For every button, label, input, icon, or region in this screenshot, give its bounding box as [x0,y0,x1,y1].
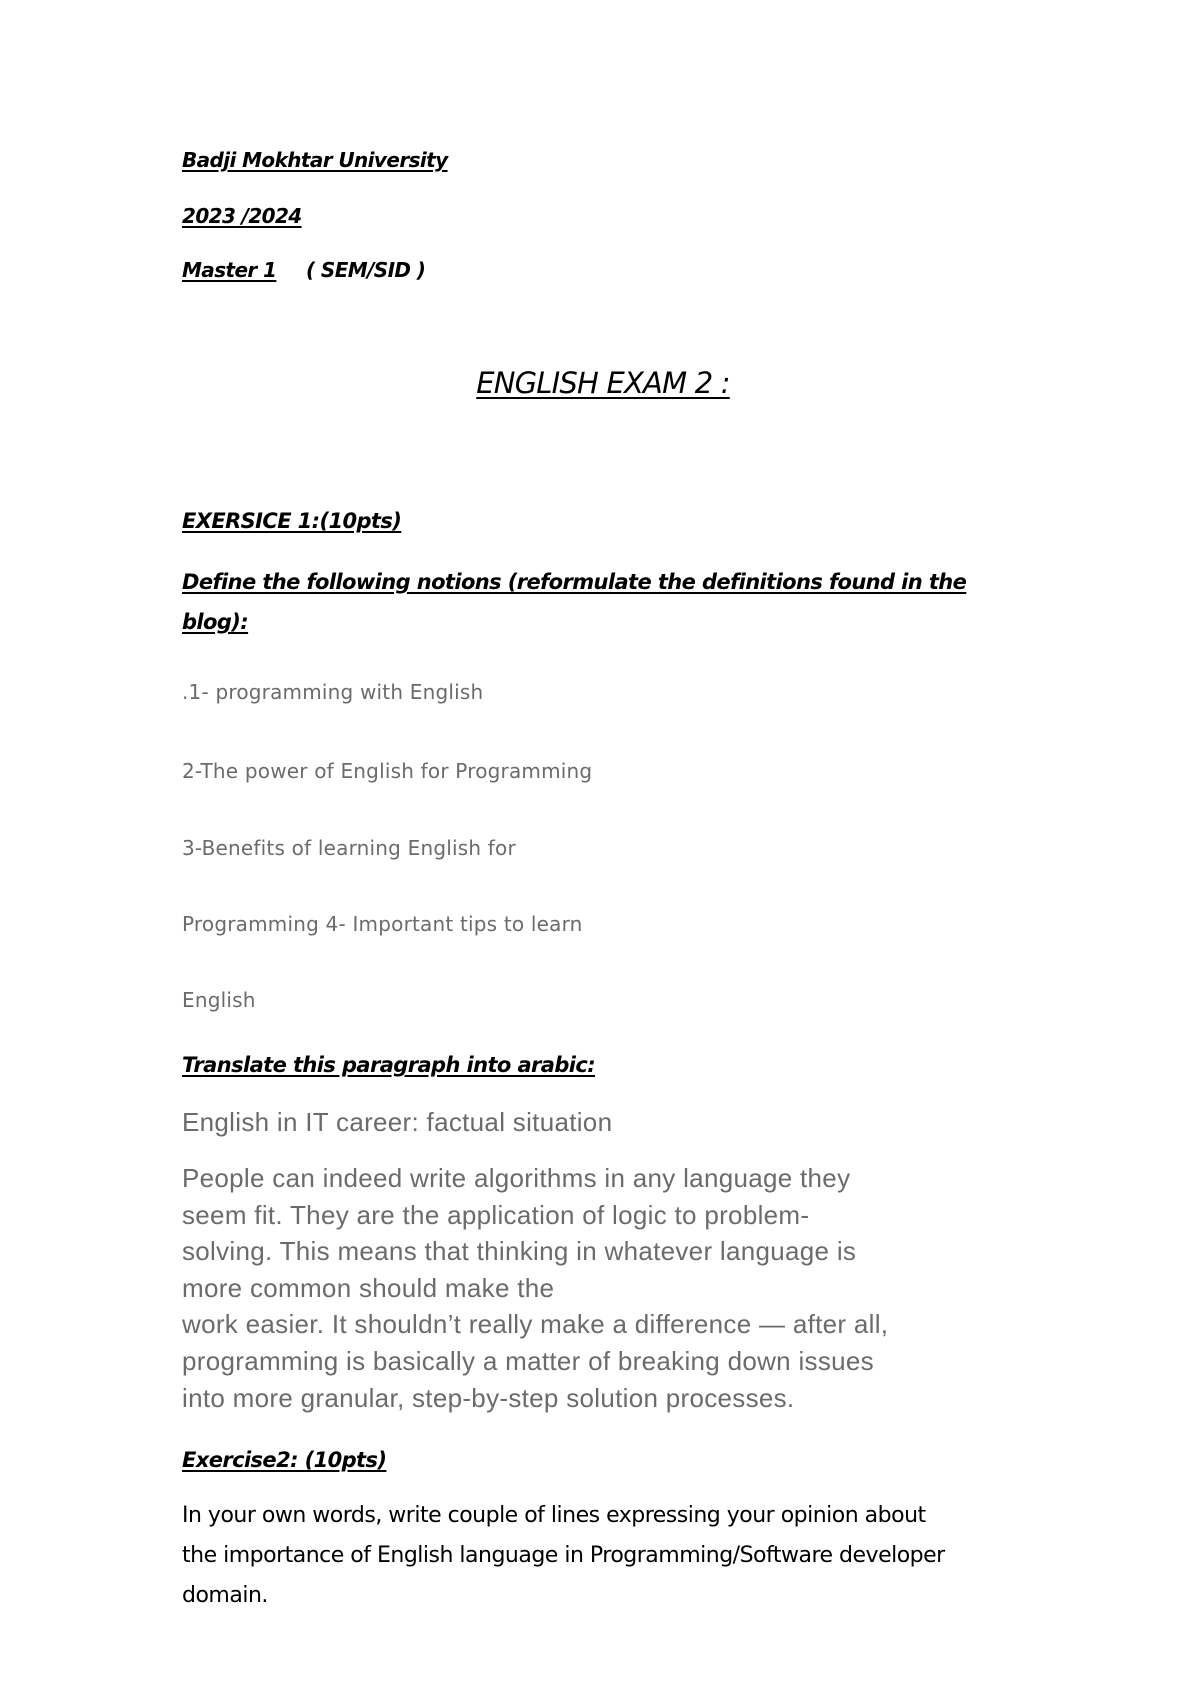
paragraph-line: solving. This means that thinking in whatever language is [182,1236,857,1267]
program-label: ( SEM/SID ) [306,258,426,282]
exercise2-text [182,1496,1042,1616]
paragraph-line: People can indeed write algorithms in any language they [182,1163,851,1193]
translate-instruction: Translate this paragraph into arabic: [182,1053,596,1077]
university-name: Badji Mokhtar University [182,148,448,172]
exercise2-line: In your own words, write couple of lines expressing your opinion about [182,1503,926,1528]
exercise1-instruction [182,562,1042,642]
paragraph-line: work easier. It shouldn’t really make a difference — after all, [182,1309,889,1340]
paragraph-line: seem fit. They are the application of logic to problem- [182,1199,810,1230]
exercise2-line: domain. [182,1583,268,1608]
academic-year: 2023 /2024 [182,204,302,228]
instruction-line: Define the following notions (reformulate the definitions found in the [182,570,967,594]
exercise2-heading: Exercise2: (10pts) [182,1448,387,1472]
notion-item-5: English [182,988,256,1012]
paragraph-line: more common should make the [182,1272,555,1303]
paragraph-line: programming is basically a matter of breaking down issues [182,1345,874,1376]
notion-item-4: Programming 4- Important tips to learn [182,912,583,936]
exercise1-heading: EXERSICE 1:(10pts) [182,509,402,533]
paragraph-line: into more granular, step-by-step solution processes. [182,1382,795,1413]
instruction-line: blog): [182,610,249,634]
exercise2-line: the importance of English language in Programming/Software developer [182,1543,945,1568]
translation-paragraph [182,1160,1042,1416]
level-label: Master 1 [182,258,277,282]
notion-item-2: 2-The power of English for Programming [182,759,593,783]
exam-title: ENGLISH EXAM 2 : [476,366,730,400]
notion-item-1: .1- programming with English [182,680,484,704]
paragraph-title: English in IT career: factual situation [182,1107,613,1137]
notion-item-3: 3-Benefits of learning English for [182,836,516,860]
